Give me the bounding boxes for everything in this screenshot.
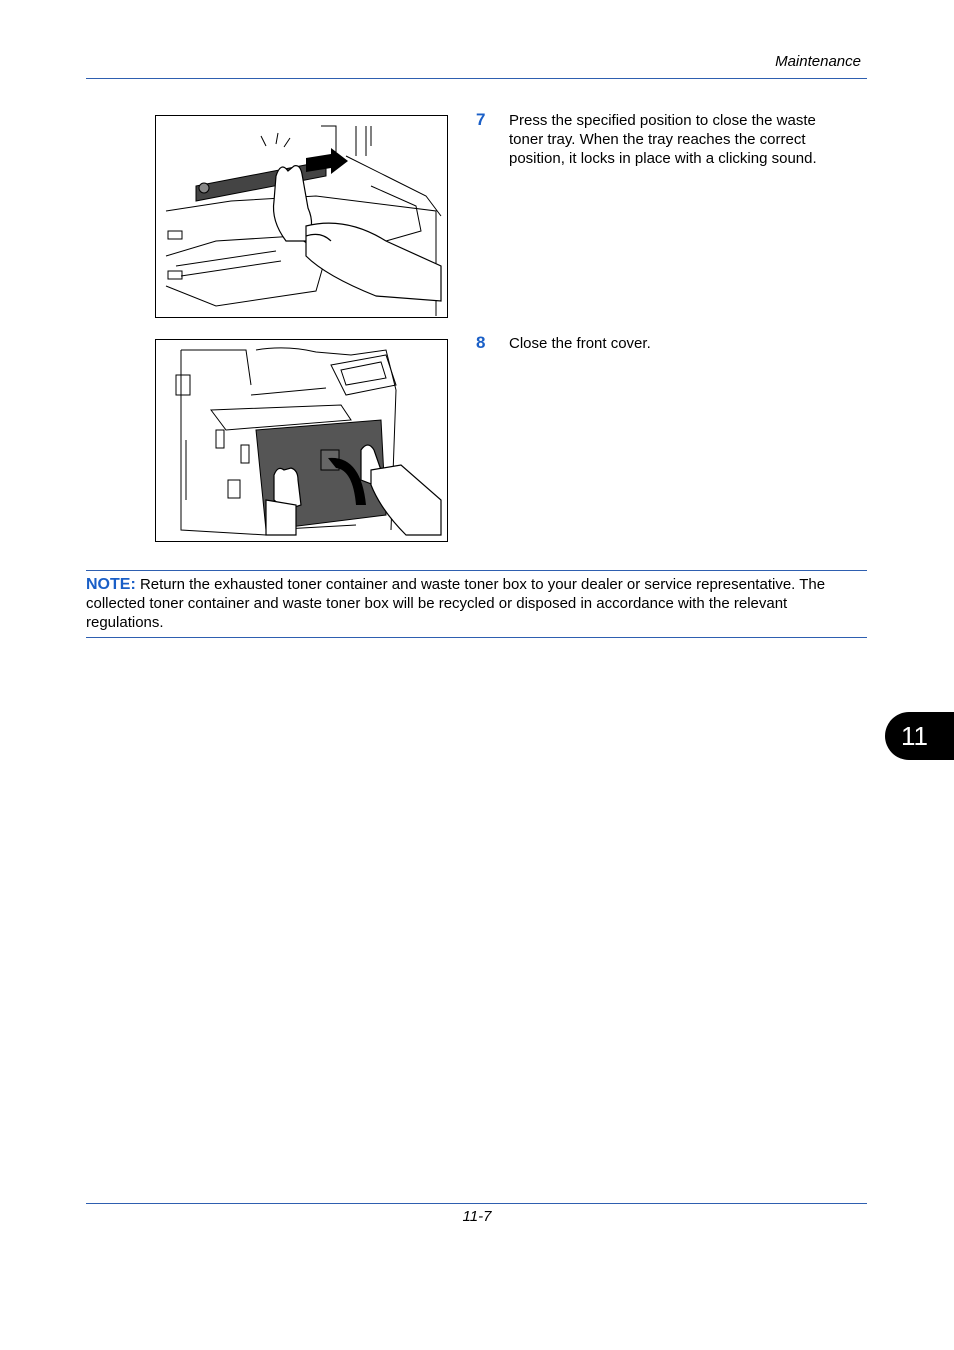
note-block bbox=[86, 575, 867, 632]
step-8-figure bbox=[155, 339, 448, 542]
footer-rule bbox=[86, 1203, 867, 1204]
step-7-figure bbox=[155, 115, 448, 318]
step-8-text: Close the front cover. bbox=[509, 335, 651, 352]
section-title: Maintenance bbox=[775, 53, 861, 70]
hand-pressing-waste-toner-tray-illustration bbox=[156, 116, 447, 317]
note-label: NOTE: bbox=[86, 576, 136, 593]
note-top-rule bbox=[86, 570, 867, 571]
chapter-tab: 11 bbox=[885, 712, 954, 760]
step-8-number: 8 bbox=[476, 333, 486, 352]
hands-closing-front-cover-illustration bbox=[156, 340, 447, 541]
step-7-text: Press the specified position to close the waste toner tray. When the tray reaches the correct position, it locks in place with a clicking sound. bbox=[509, 112, 817, 167]
page-number: 11-7 bbox=[462, 1208, 492, 1225]
note-text: Return the exhausted toner container and waste toner box to your dealer or service representative. The collected toner container and waste toner box will be recycled or disposed in accordance with the relevant regulations. bbox=[86, 576, 826, 631]
note-bottom-rule bbox=[86, 637, 867, 638]
step-7-number: 7 bbox=[476, 110, 486, 129]
header-rule bbox=[86, 78, 867, 79]
